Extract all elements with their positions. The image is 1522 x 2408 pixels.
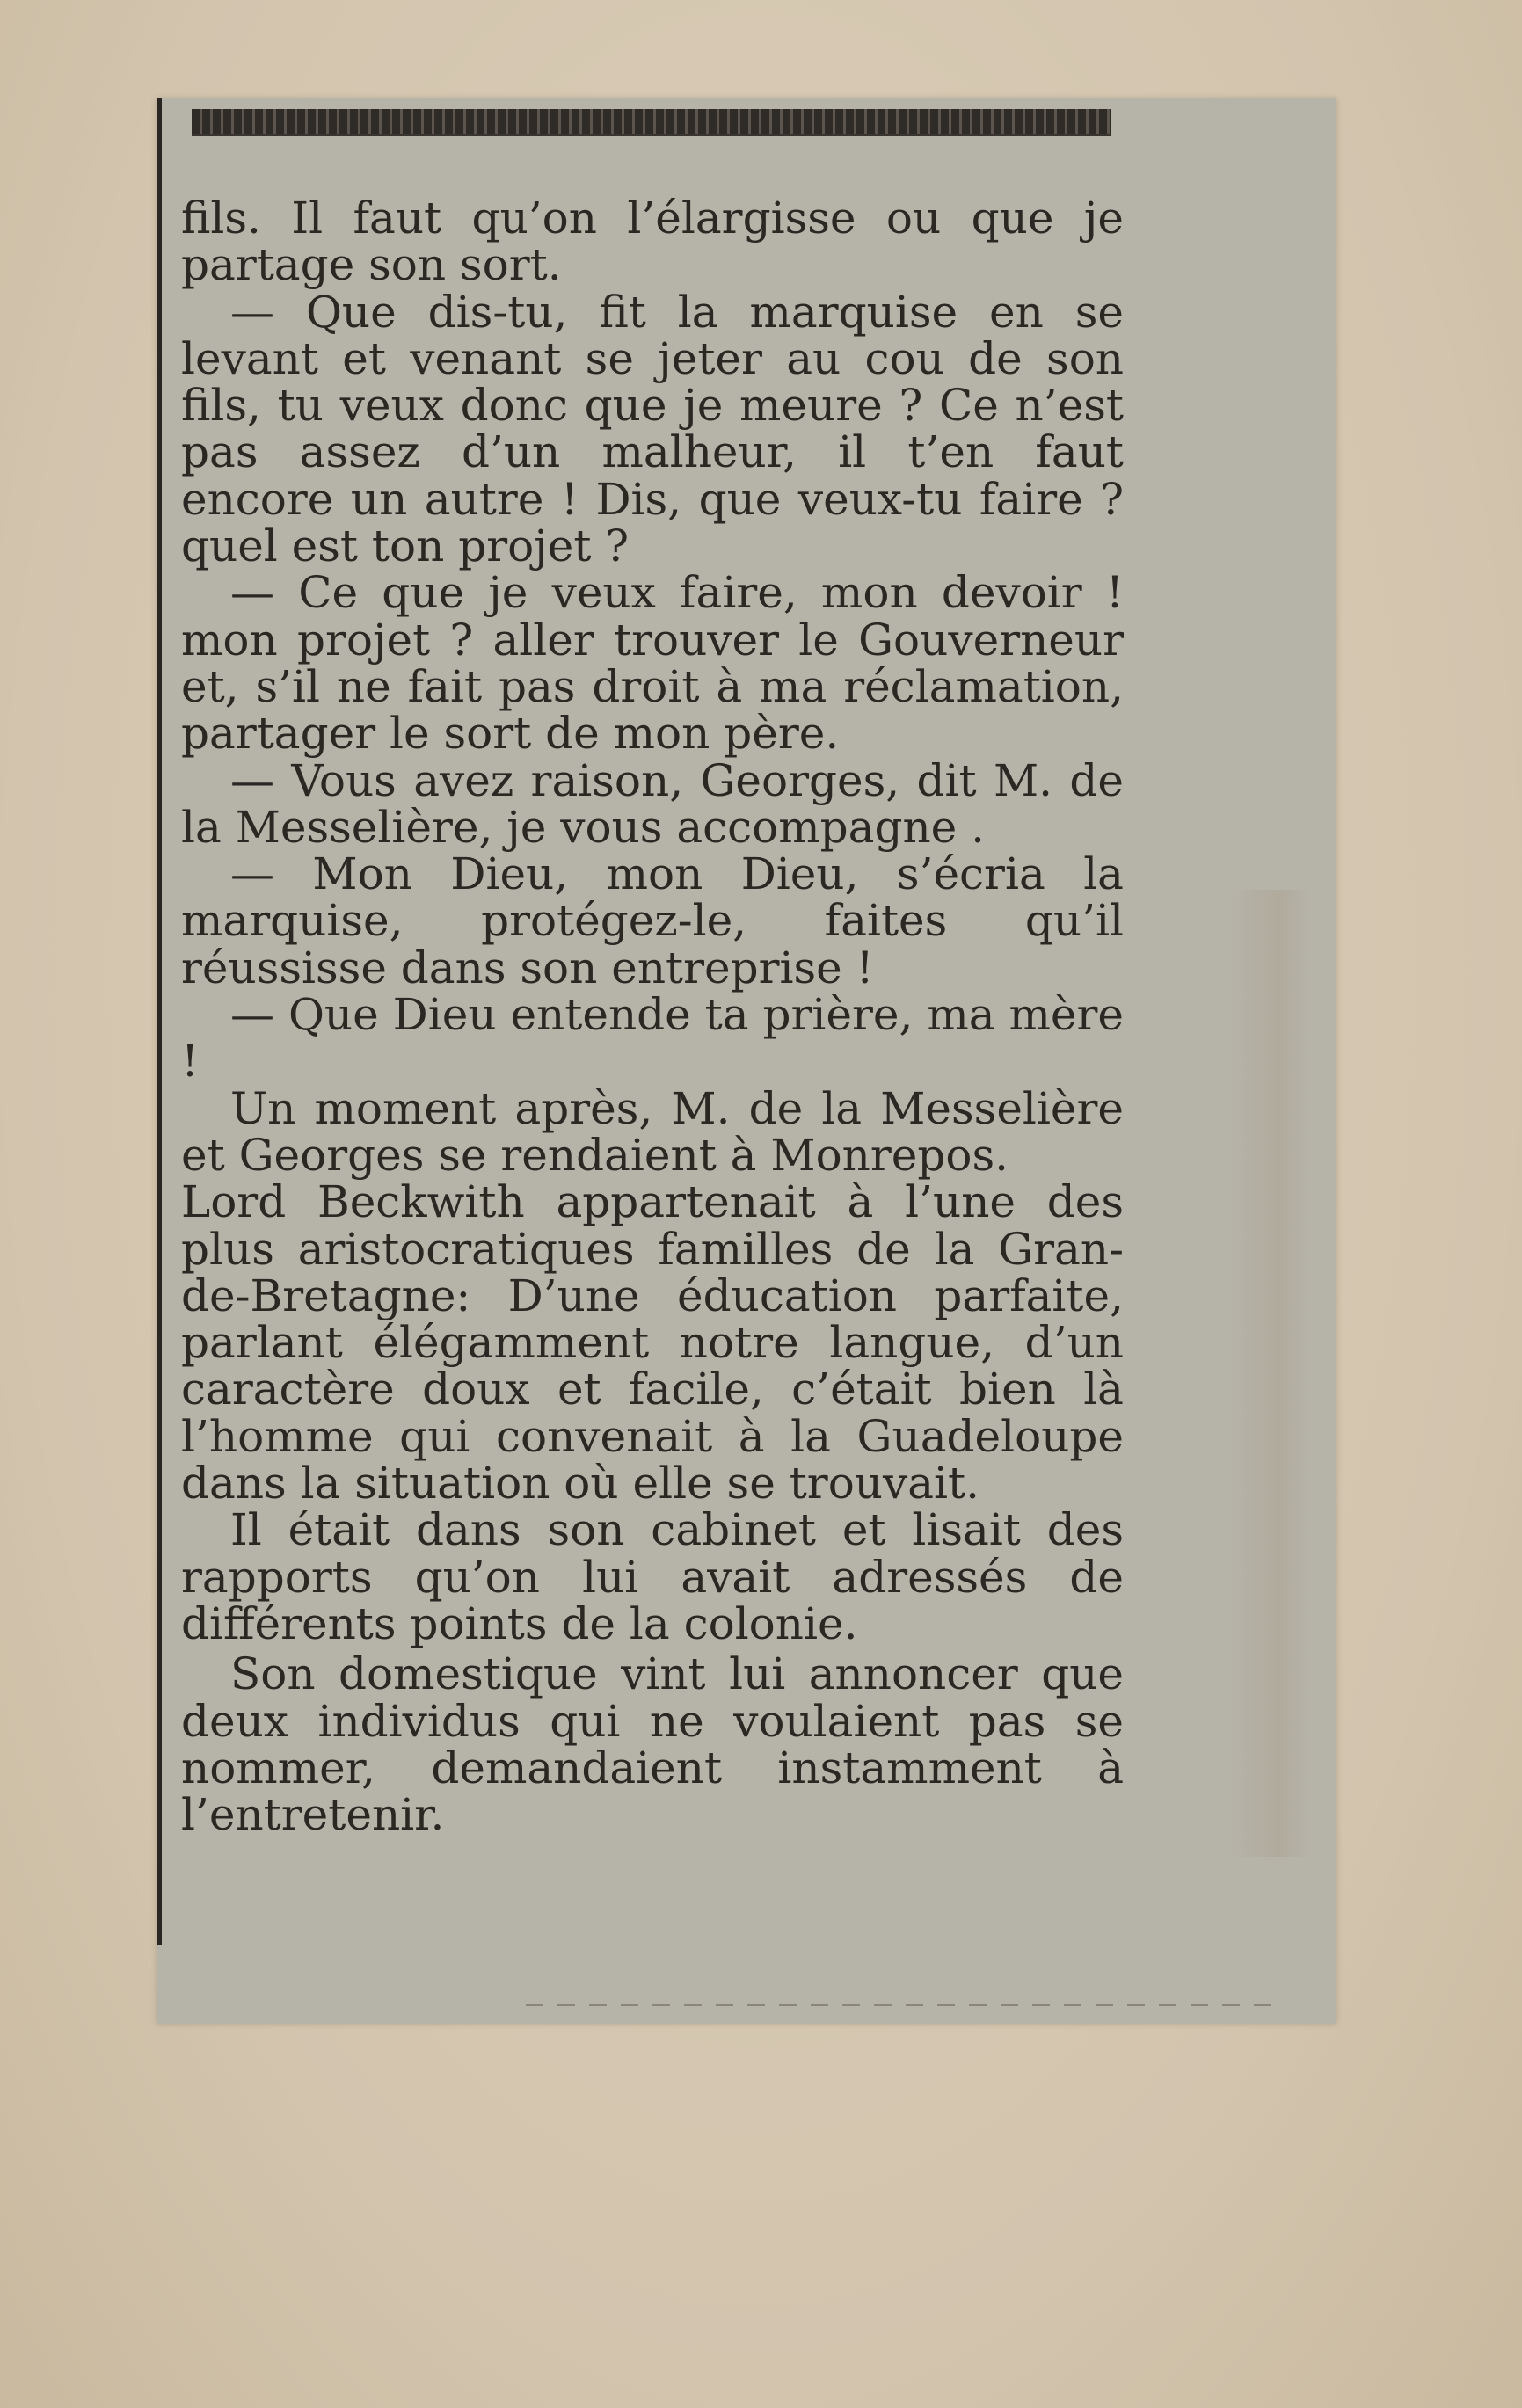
clipping-left-edge bbox=[157, 98, 162, 1945]
paragraph-9: Il était dans son cabinet et lisait des rapports qu’on lui avait adressés de différents points de la colonie. bbox=[181, 1504, 1124, 1649]
paragraph-10: Son domestique vint lui annoncer que deux individus qui ne voulaient pas se nommer, demandaient instamment à l’entretenir. bbox=[181, 1648, 1124, 1841]
article-text-column bbox=[181, 193, 1124, 1841]
paper-stain bbox=[1231, 890, 1310, 1857]
paragraph-3: — Ce que je veux faire, mon devoir ! mon projet ? aller trouver le Gouverneur et, s’il ne fait pas droit à ma réclamation, partager le sort de mon père. bbox=[181, 567, 1124, 760]
paragraph-7: Un moment après, M. de la Messelière et Georges se rendaient à Monrepos. bbox=[181, 1082, 1124, 1181]
bottom-fold-line bbox=[526, 2004, 1282, 2006]
column-top-rule bbox=[192, 109, 1111, 136]
paragraph-1: fils. Il faut qu’on l’élargisse ou que je partage son sort. bbox=[181, 193, 1124, 291]
paragraph-4: — Vous avez raison, Georges, dit M. de la Messelière, je vous accompagne . bbox=[181, 754, 1124, 853]
paragraph-2: — Que dis-tu, fit la marquise en se levant et venant se jeter au cou de son fils, tu veux donc que je meure ? Ce n’est pas assez d’un malheur, il t’en faut encore un autre ! Dis, que veux-tu faire ? quel est ton projet ? bbox=[181, 286, 1124, 572]
paragraph-5: — Mon Dieu, mon Dieu, s’écria la marquise, protégez-le, faites qu’il réussisse dans son entreprise ! bbox=[181, 848, 1124, 993]
paragraph-6: — Que Dieu entende ta prière, ma mère ! bbox=[181, 989, 1124, 1088]
paragraph-8: Lord Beckwith appartenait à l’une des plus aristocratiques familles de la Gran-de-Bretagne: D’une éducation parfaite, parlant élégamment notre langue, d’un caractère doux et facile, c’était bien là l’homme qui convenait à la Guadeloupe dans la situation où elle se trouvait. bbox=[181, 1176, 1124, 1510]
newspaper-clipping bbox=[157, 98, 1336, 2024]
